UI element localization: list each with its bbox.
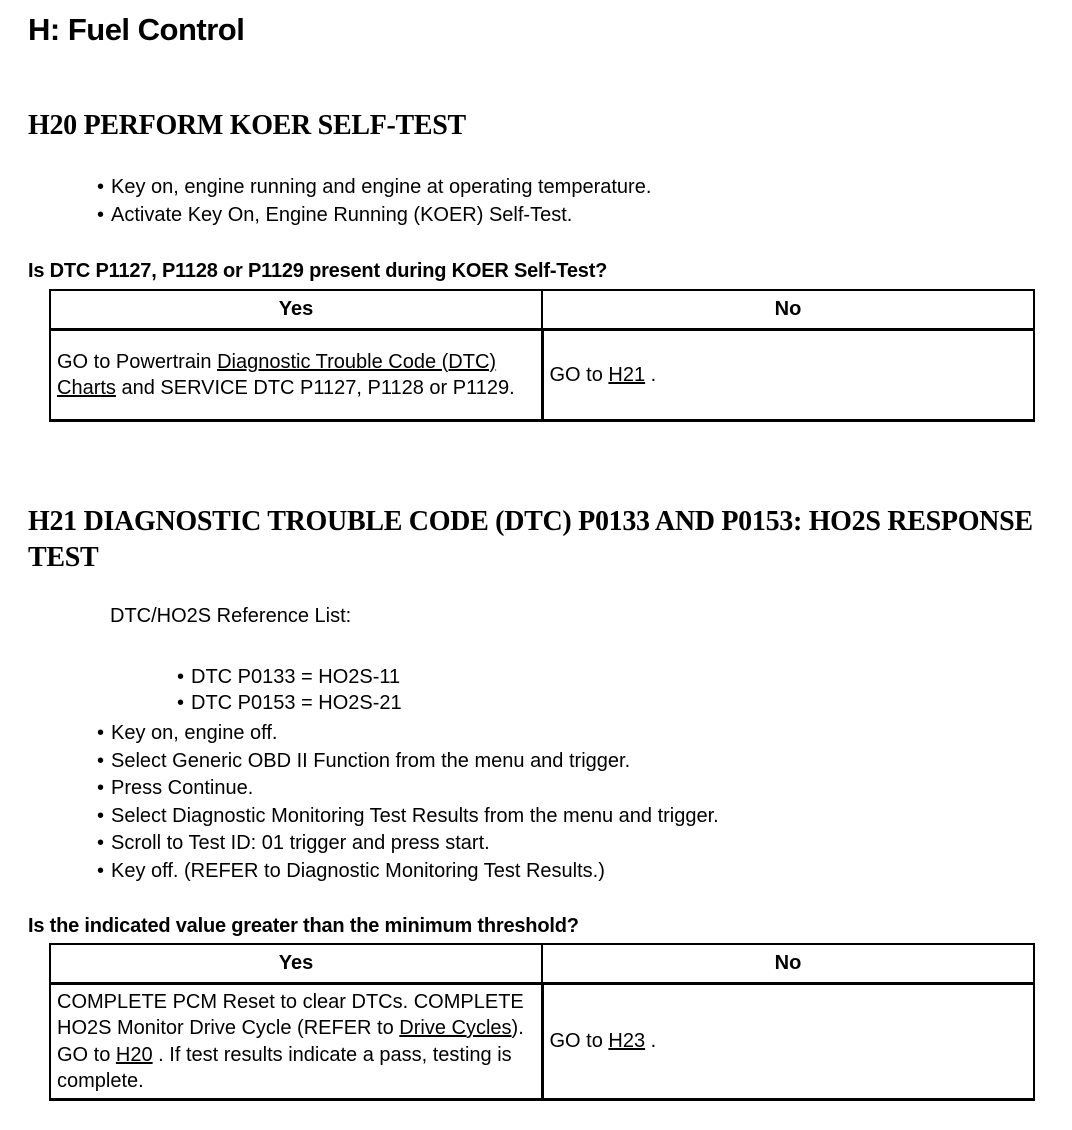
yes-cell <box>50 330 542 421</box>
list-item: • Key off. (REFER to Diagnostic Monitoring Test Results.) <box>97 858 719 886</box>
dtc-charts-link[interactable]: Diagnostic Trouble Code (DTC) Charts <box>57 350 497 399</box>
yes-text-end: . If test results indicate a pass, testing is complete. <box>57 1043 512 1092</box>
h21-question: Is the indicated value greater than the minimum threshold? <box>28 915 579 937</box>
table-header-row <box>50 944 1034 984</box>
list-item: • Scroll to Test ID: 01 trigger and press start. <box>97 830 719 858</box>
h20-answer-table <box>49 289 1035 422</box>
h20-link[interactable]: H20 <box>115 1043 153 1066</box>
no-text-end: . <box>645 363 657 386</box>
list-item: • DTC P0153 = HO2S-21 <box>177 690 402 716</box>
no-cell <box>542 330 1034 421</box>
yes-header: Yes <box>50 944 542 984</box>
yes-text-end: and SERVICE DTC P1127, P1128 or P1129. <box>115 377 515 399</box>
section-title-h21: H21 DIAGNOSTIC TROUBLE CODE (DTC) P0133 AND P0153: HO2S RESPONSE TEST <box>28 506 1033 573</box>
list-item: • Key on, engine off. <box>97 720 719 748</box>
h21-step-list <box>97 720 719 885</box>
h23-link[interactable]: H23 <box>608 1030 646 1053</box>
yes-cell <box>50 984 542 1100</box>
reference-list-label: DTC/HO2S Reference List: <box>110 605 352 627</box>
yes-text-mid: ). GO to <box>57 1017 524 1066</box>
list-item: • Select Generic OBD II Function from the menu and trigger. <box>97 748 719 776</box>
list-item: • Key on, engine running and engine at operating temperature. <box>97 174 651 202</box>
table-header-row <box>50 290 1034 330</box>
reference-list <box>177 664 402 716</box>
no-header: No <box>542 944 1034 984</box>
list-item: • Press Continue. <box>97 775 719 803</box>
h21-link[interactable]: H21 <box>608 363 646 386</box>
h21-answer-table <box>49 943 1035 1101</box>
no-header: No <box>542 290 1034 330</box>
no-cell <box>542 984 1034 1100</box>
no-text: GO to <box>549 363 609 386</box>
list-item: • Activate Key On, Engine Running (KOER) Self-Test. <box>97 202 651 230</box>
section-title-h20: H20 PERFORM KOER SELF-TEST <box>28 110 466 141</box>
yes-header: Yes <box>50 290 542 330</box>
yes-text: COMPLETE PCM Reset to clear DTCs. COMPLETE HO2S Monitor Drive Cycle (REFER to <box>57 990 524 1039</box>
h20-question: Is DTC P1127, P1128 or P1129 present during KOER Self-Test? <box>28 260 608 282</box>
list-item: • DTC P0133 = HO2S-11 <box>177 664 402 690</box>
table-row <box>50 330 1034 421</box>
drive-cycles-link[interactable]: Drive Cycles <box>399 1017 512 1039</box>
no-text: GO to <box>549 1030 609 1053</box>
yes-text: GO to Powertrain <box>57 350 218 373</box>
document-title: H: Fuel Control <box>28 12 245 47</box>
h20-step-list <box>97 174 651 229</box>
table-row <box>50 984 1034 1100</box>
list-item: • Select Diagnostic Monitoring Test Results from the menu and trigger. <box>97 803 719 831</box>
no-text-end: . <box>645 1030 657 1053</box>
